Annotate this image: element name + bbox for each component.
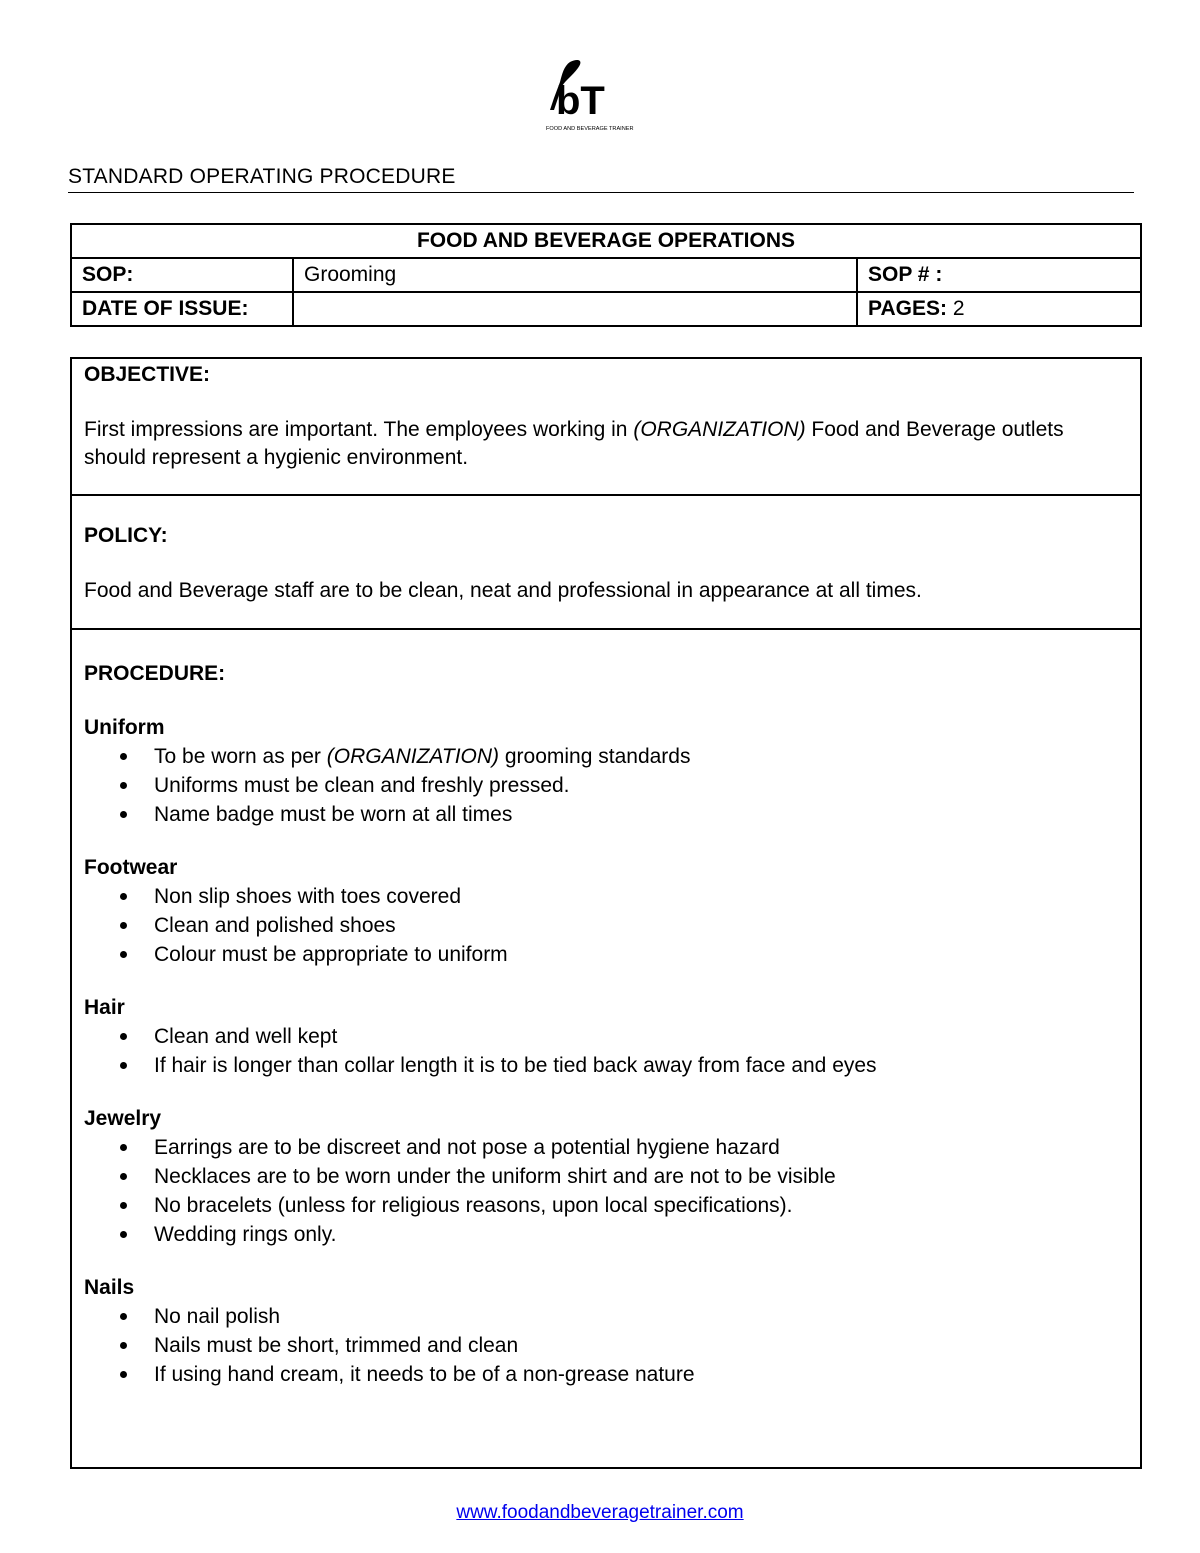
list-item: Wedding rings only. [120,1220,1128,1249]
list-item: Uniforms must be clean and freshly pressed. [120,771,1128,800]
nails-heading: Nails [84,1276,135,1299]
website-link[interactable]: www.foodandbeveragetrainer.com [456,1502,744,1523]
sop-label: SOP: [71,258,293,292]
sop-value: Grooming [293,258,857,292]
policy-text: Food and Beverage staff are to be clean, neat and professional in appearance at all times. [84,579,922,602]
nails-list [84,1302,1128,1389]
list-item: Nails must be short, trimmed and clean [120,1331,1128,1360]
pages-value: 2 [952,297,965,320]
list-item: Necklaces are to be worn under the uniform shirt and are not to be visible [120,1162,1128,1191]
list-item: No bracelets (unless for religious reasons, upon local specifications). [120,1191,1128,1220]
sop-number-cell [857,258,1141,292]
sop-number-label: SOP # : [868,263,943,286]
jewelry-list [84,1133,1128,1249]
procedure-section [70,628,1142,1469]
list-item: Earrings are to be discreet and not pose a potential hygiene hazard [120,1133,1128,1162]
footwear-heading: Footwear [84,856,178,879]
policy-section [70,492,1142,630]
list-item: Clean and polished shoes [120,911,1128,940]
hair-heading: Hair [84,996,125,1019]
date-of-issue-label: DATE OF ISSUE: [71,292,293,326]
list-item: Clean and well kept [120,1022,1128,1051]
list-item: No nail polish [120,1302,1128,1331]
uniform-heading: Uniform [84,716,165,739]
date-of-issue-value [293,292,857,326]
svg-text:FOOD AND BEVERAGE TRAINER: FOOD AND BEVERAGE TRAINER [546,126,634,132]
procedure-title: PROCEDURE: [84,662,226,685]
objective-title: OBJECTIVE: [84,363,211,386]
sop-header-table [70,223,1142,327]
policy-title: POLICY: [84,524,168,547]
list-item: Non slip shoes with toes covered [120,882,1128,911]
pages-cell [857,292,1141,326]
list-item: If using hand cream, it needs to be of a non-grease nature [120,1360,1128,1389]
list-item: Colour must be appropriate to uniform [120,940,1128,969]
list-item: To be worn as per (ORGANIZATION) grooming standards [120,742,1128,771]
list-item: If hair is longer than collar length it is to be tied back away from face and eyes [120,1051,1128,1080]
jewelry-heading: Jewelry [84,1107,162,1130]
pages-label: PAGES: [868,297,947,320]
objective-text: First impressions are important. The employees working in (ORGANIZATION) Food and Beverage outlets should represent a hygienic environment. [84,418,1064,469]
objective-section [70,357,1142,496]
list-item: Name badge must be worn at all times [120,800,1128,829]
uniform-list [84,742,1128,829]
svg-text:bT: bT [556,79,605,123]
department-title: FOOD AND BEVERAGE OPERATIONS [71,224,1141,258]
hair-list [84,1022,1128,1080]
company-logo [544,58,648,134]
document-heading: STANDARD OPERATING PROCEDURE [68,164,1134,193]
footwear-list [84,882,1128,969]
